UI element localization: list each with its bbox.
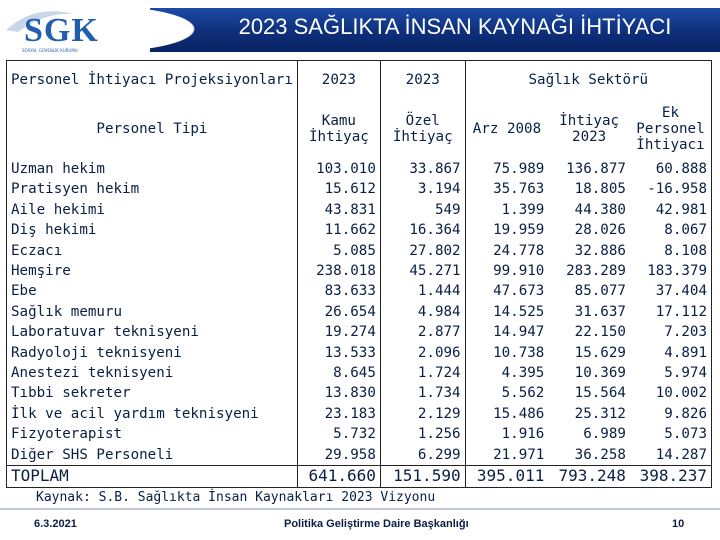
row-label: Aile hekimi [7,200,298,220]
cell-value: 5.073 [630,424,712,444]
cell-value: 14.287 [630,445,712,466]
cell-value: 5.562 [501,385,545,402]
cell-value: 4.395 [501,365,545,382]
col-header-arz: Arz 2008 [472,121,542,137]
cell-value: 33.867 [380,159,465,179]
cell-value: 8.108 [630,241,712,261]
cell-value: 25.312 [574,405,626,422]
slide-title: 2023 SAĞLIKTA İNSAN KAYNAĞI İHTİYACI [238,14,672,39]
cell-value: 22.150 [574,324,626,341]
cell-value: 1.916 [501,426,545,443]
cell-value: 1.734 [380,383,465,403]
cell-value: 151.590 [380,466,465,487]
cell-value: 136.877 [566,161,626,177]
cell-value: 641.660 [297,466,380,487]
cell-value: 99.910 [493,263,545,280]
cell-value: 3.194 [380,179,465,199]
cell-value: 19.274 [297,322,380,342]
cell-value: 85.077 [574,283,626,300]
cell-value: 31.637 [574,303,626,320]
cell-value: 23.183 [297,404,380,424]
cell-value: 37.404 [630,281,712,301]
row-label: Ebe [7,281,298,301]
cell-value: 60.888 [630,159,712,179]
cell-value: 2.877 [380,322,465,342]
cell-value: 29.958 [297,445,380,466]
cell-value: 15.612 [297,179,380,199]
corner-header-top: Personel İhtiyacı Projeksiyonları [7,61,298,100]
slide-header [0,0,720,58]
cell-value: 1.724 [380,363,465,383]
row-label: İlk ve acil yardım teknisyeni [7,404,298,424]
cell-value: 7.203 [630,322,712,342]
cell-value: 793.248 [548,466,630,487]
cell-value: 15.486 [493,405,545,422]
col-header-ihtiyac: İhtiyaç 2023 [559,113,620,145]
group-header-ozel: 2023 [380,61,465,100]
cell-value: 11.662 [297,220,380,240]
cell-value: 28.026 [574,222,626,239]
cell-value: 8.645 [297,363,380,383]
page-number: 10 [672,518,685,530]
cell-value: 43.831 [297,200,380,220]
cell-value: 36.258 [574,446,626,463]
cell-value: 83.633 [297,281,380,301]
cell-value: 45.271 [380,261,465,281]
table-row [7,445,712,466]
cell-value: 549 [380,200,465,220]
group-header-sektor: Sağlık Sektörü [465,61,711,100]
table-row [7,241,712,261]
table-row [7,383,712,403]
cell-value: 27.802 [380,241,465,261]
cell-value: 1.256 [380,424,465,444]
cell-value: 32.886 [574,242,626,259]
table-row [7,281,712,301]
row-label: Laboratuvar teknisyeni [7,322,298,342]
footer-date: 6.3.2021 [34,518,77,530]
cell-value: 283.289 [566,263,626,280]
cell-value: 75.989 [493,161,545,177]
table-row [7,179,712,199]
cell-value: 103.010 [297,159,380,179]
row-label: Anestezi teknisyeni [7,363,298,383]
cell-value: 1.444 [380,281,465,301]
logo-text: SGK [24,12,99,49]
cell-value: 15.629 [574,344,626,361]
cell-value: 10.738 [493,344,545,361]
source-note: Kaynak: S.B. Sağlıkta İnsan Kaynakları 2023 Vizyonu [36,490,436,505]
row-label: Diğer SHS Personeli [7,445,298,466]
table-row [7,159,712,179]
cell-value: 24.778 [493,242,545,259]
cell-value: 6.989 [583,426,626,443]
cell-value: 9.826 [630,404,712,424]
table-row [7,322,712,342]
cell-value: 5.732 [297,424,380,444]
cell-value: 4.891 [630,343,712,363]
sgk-logo [4,4,139,56]
cell-value: 15.564 [574,385,626,402]
cell-value: 398.237 [630,466,712,487]
cell-value: 42.981 [630,200,712,220]
cell-value: -16.958 [630,179,712,199]
row-label: Diş hekimi [7,220,298,240]
cell-value: 47.673 [493,283,545,300]
cell-value: 21.971 [493,446,545,463]
cell-value: 26.654 [297,302,380,322]
table-row [7,343,712,363]
table-row [7,404,712,424]
cell-value: 19.959 [493,222,545,239]
cell-value: 1.399 [501,201,545,218]
personnel-table [6,60,712,488]
footer-divider [0,508,720,510]
table-row [7,363,712,383]
total-row [7,466,712,487]
cell-value: 44.380 [574,201,626,218]
col-header-kamu: Kamu İhtiyaç [297,99,380,159]
row-label: Eczacı [7,241,298,261]
table-row [7,220,712,240]
table-row [7,302,712,322]
row-label: Uzman hekim [7,159,298,179]
table-row [7,200,712,220]
cell-value: 6.299 [380,445,465,466]
row-label: Sağlık memuru [7,302,298,322]
cell-value: 5.085 [297,241,380,261]
table-row [7,261,712,281]
cell-value: 2.096 [380,343,465,363]
row-label: Fizyoterapist [7,424,298,444]
cell-value: 35.763 [493,181,545,198]
footer-department: Politika Geliştirme Daire Başkanlığı [284,518,469,530]
cell-value: 8.067 [630,220,712,240]
cell-value: 18.805 [574,181,626,198]
cell-value: 5.974 [630,363,712,383]
cell-value: 238.018 [297,261,380,281]
cell-value: 14.947 [493,324,545,341]
col-header-ek: Ek Personel İhtiyacı [630,99,712,159]
row-label: Pratisyen hekim [7,179,298,199]
cell-value: 10.002 [630,383,712,403]
row-label: Hemşire [7,261,298,281]
cell-value: 2.129 [380,404,465,424]
cell-value: 16.364 [380,220,465,240]
logo-subtext: SOSYAL GÜVENLİK KURUMU [22,48,78,53]
row-label: TOPLAM [7,466,298,487]
cell-value: 10.369 [574,365,626,382]
cell-value: 395.011 [465,466,548,487]
corner-header-bottom: Personel Tipi [7,99,298,159]
cell-value: 14.525 [493,303,545,320]
row-label: Tıbbi sekreter [7,383,298,403]
row-label: Radyoloji teknisyeni [7,343,298,363]
col-header-ozel: Özel İhtiyaç [380,99,465,159]
cell-value: 13.533 [297,343,380,363]
cell-value: 17.112 [630,302,712,322]
cell-value: 4.984 [380,302,465,322]
cell-value: 183.379 [630,261,712,281]
table-row [7,424,712,444]
cell-value: 13.830 [297,383,380,403]
group-header-kamu: 2023 [297,61,380,100]
